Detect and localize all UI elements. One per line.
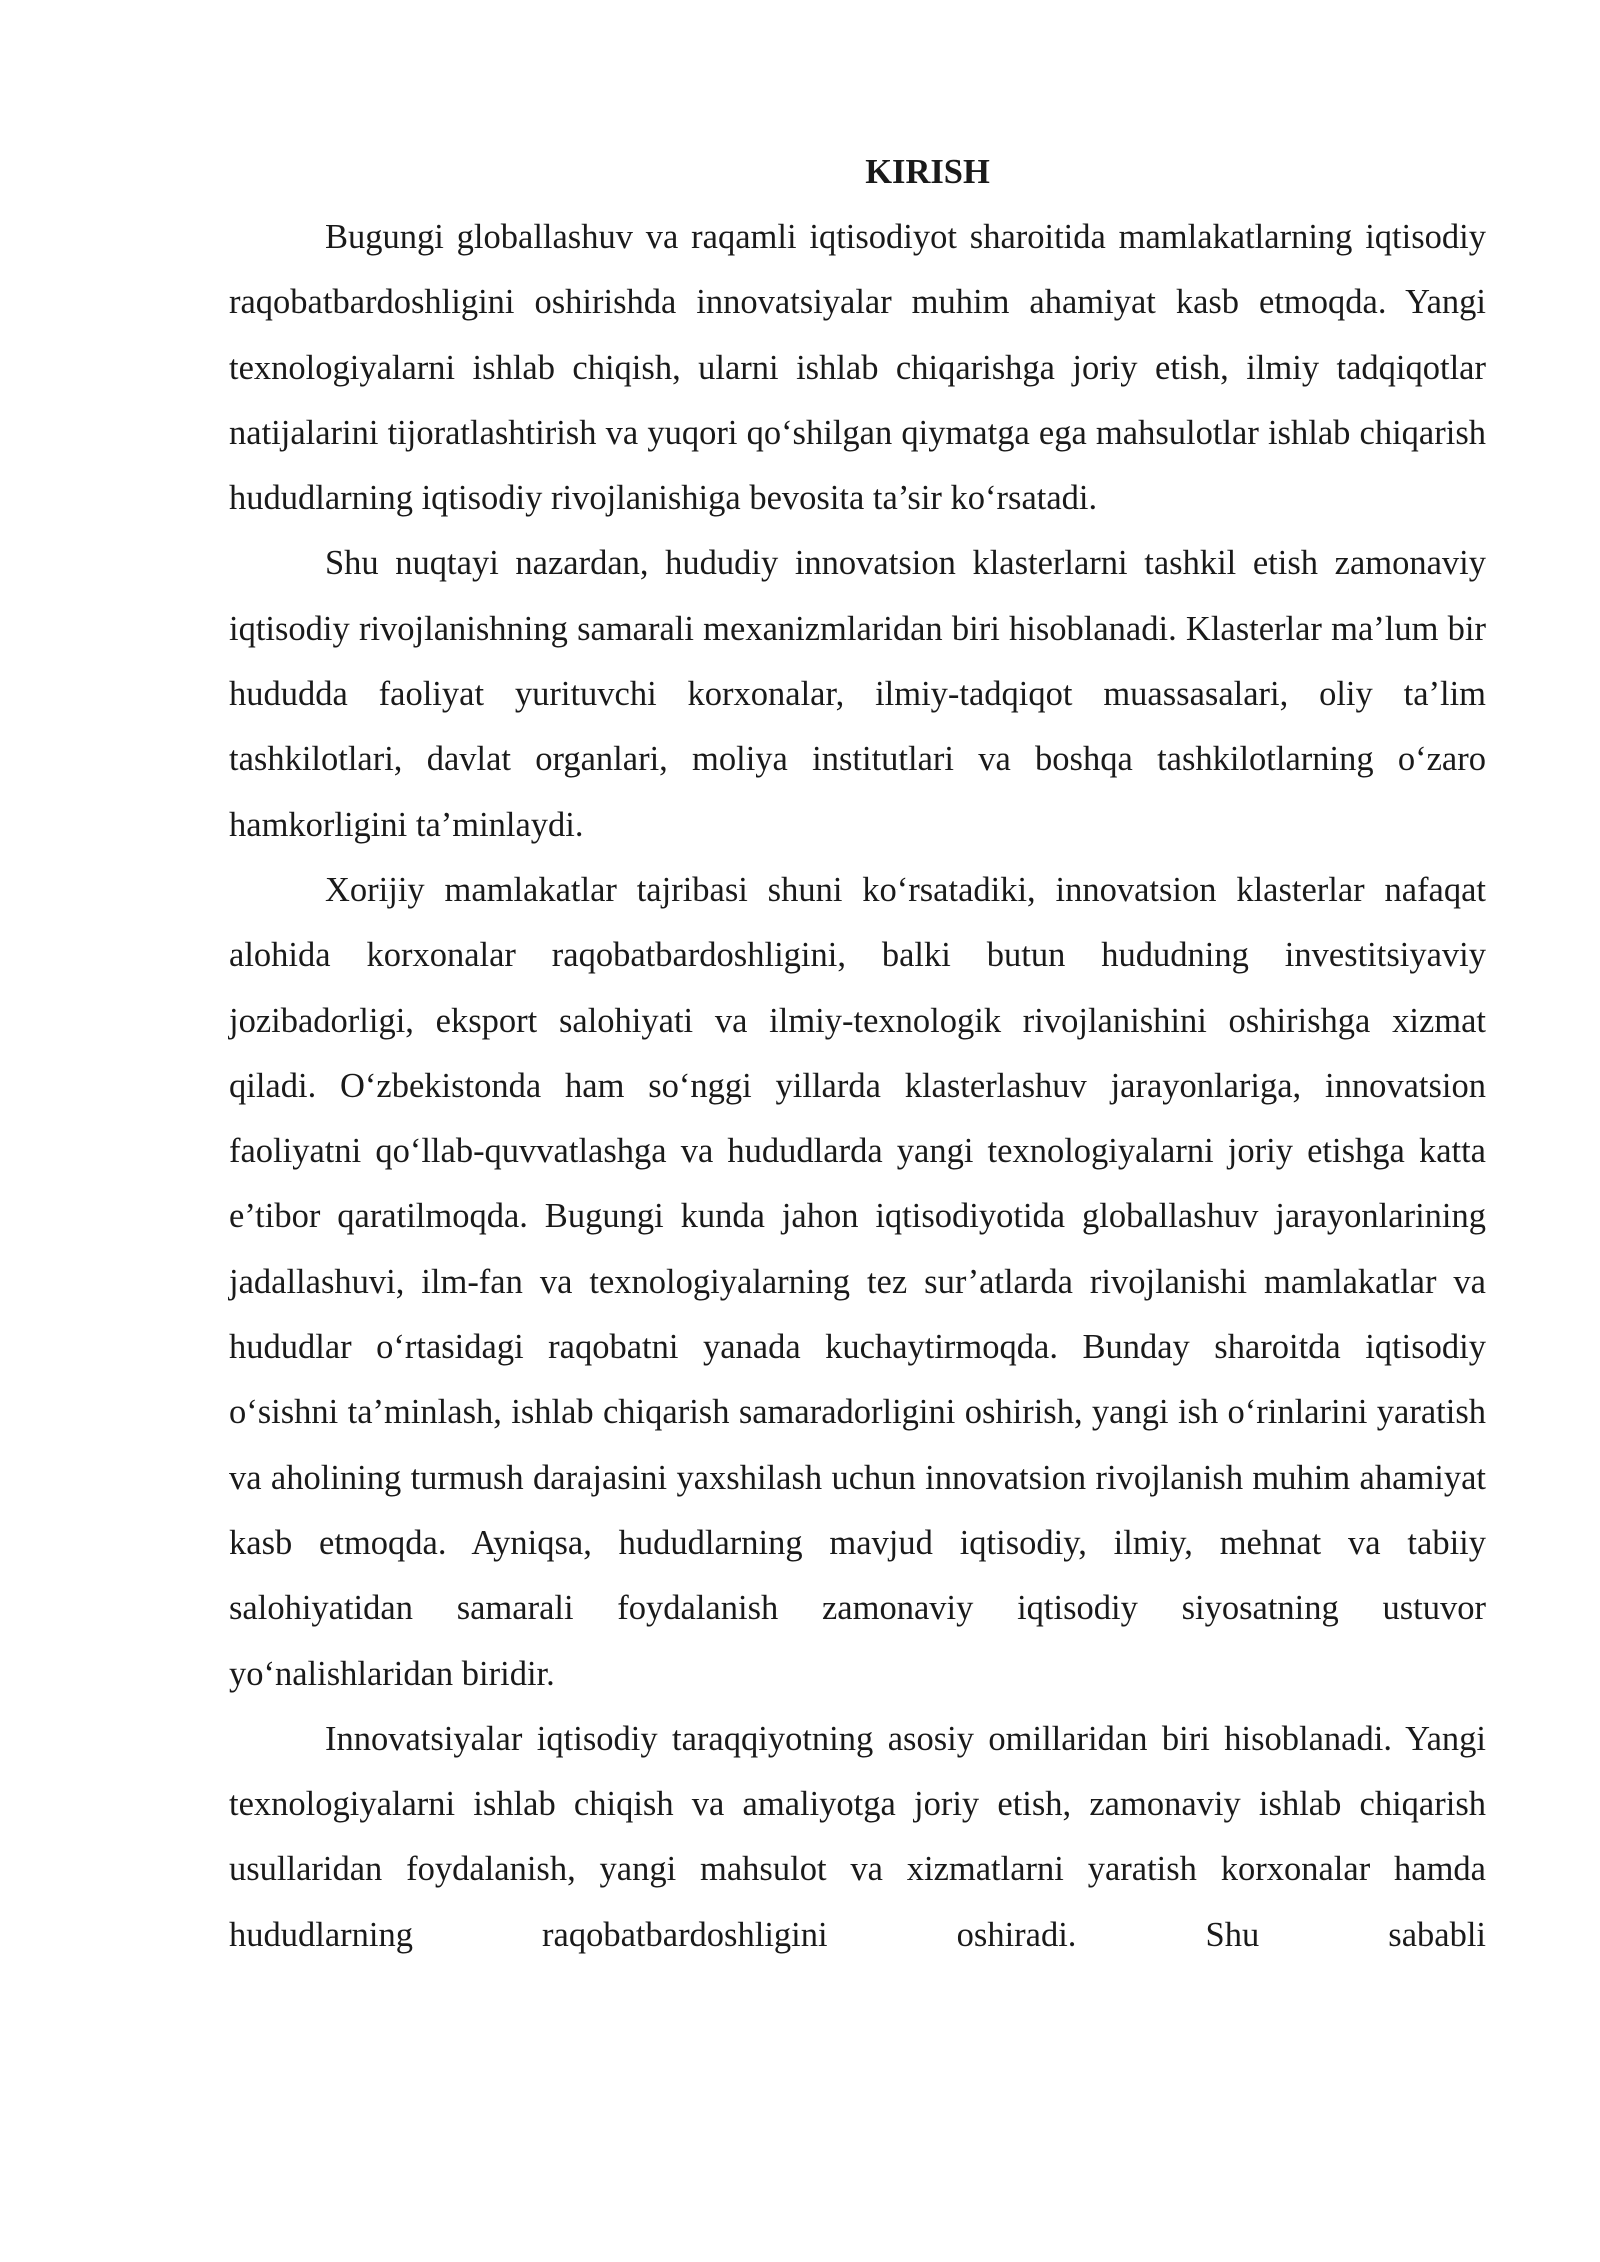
paragraph-4: Innovatsiyalar iqtisodiy taraqqiyotning asosiy omillaridan biri hisoblanadi. Yangi texnologiyalarni ishlab chiqish va amaliyotga joriy etish, zamonaviy ishlab chiqarish usullaridan foydalanish, yangi mahsulot va xizmatlarni yaratish korxonalar hamda hududlarning raqobatbardoshligini oshiradi. Shu sababli bbox=[229, 1719, 1486, 1954]
paragraph-3: Xorijiy mamlakatlar tajribasi shuni ko‘rsatadiki, innovatsion klasterlar nafaqat alohida korxonalar raqobatbardoshligini, balki butun hududning investitsiyaviy jozibadorligi, eksport salohiyati va ilmiy-texnologik rivojlanishini oshirishga xizmat qiladi. O‘zbekistonda ham so‘nggi yillarda klasterlashuv jarayonlariga, innovatsion faoliyatni qo‘llab-quvvatlashga va hududlarda yangi texnologiyalarni joriy etishga katta e’tibor qaratilmoqda. Bugungi kunda jahon iqtisodiyotida globallashuv jarayonlarining jadallashuvi, ilm-fan va texnologiyalarning tez sur’atlarda rivojlanishi mamlakatlar va hududlar o‘rtasidagi raqobatni yanada kuchaytirmoqda. Bunday sharoitda iqtisodiy o‘sishni ta’minlash, ishlab chiqarish samaradorligini oshirish, yangi ish o‘rinlarini yaratish va aholining turmush darajasini yaxshilash uchun innovatsion rivojlanish muhim ahamiyat kasb etmoqda. Ayniqsa, hududlarning mavjud iqtisodiy, ilmiy, mehnat va tabiiy salohiyatidan samarali foydalanish zamonaviy iqtisodiy siyosatning ustuvor yo‘nalishlaridan biridir. bbox=[229, 870, 1486, 1693]
document-body bbox=[229, 140, 1486, 1968]
paragraph-2: Shu nuqtayi nazardan, hududiy innovatsion klasterlarni tashkil etish zamonaviy iqtisodiy rivojlanishning samarali mexanizmlaridan biri hisoblanadi. Klasterlar ma’lum bir hududda faoliyat yurituvchi korxonalar, ilmiy-tadqiqot muassasalari, oliy ta’lim tashkilotlari, davlat organlari, moliya institutlari va boshqa tashkilotlarning o‘zaro hamkorligini ta’minlaydi. bbox=[229, 544, 1486, 844]
paragraph-1: Bugungi globallashuv va raqamli iqtisodiyot sharoitida mamlakatlarning iqtisodiy raqobatbardoshligini oshirishda innovatsiyalar muhim ahamiyat kasb etmoqda. Yangi texnologiyalarni ishlab chiqish, ularni ishlab chiqarishga joriy etish, ilmiy tadqiqotlar natijalarini tijoratlashtirish va yuqori qo‘shilgan qiymatga ega mahsulotlar ishlab chiqarish hududlarning iqtisodiy rivojlanishiga bevosita ta’sir ko‘rsatadi. bbox=[229, 218, 1486, 518]
page-title: KIRISH bbox=[865, 153, 990, 191]
